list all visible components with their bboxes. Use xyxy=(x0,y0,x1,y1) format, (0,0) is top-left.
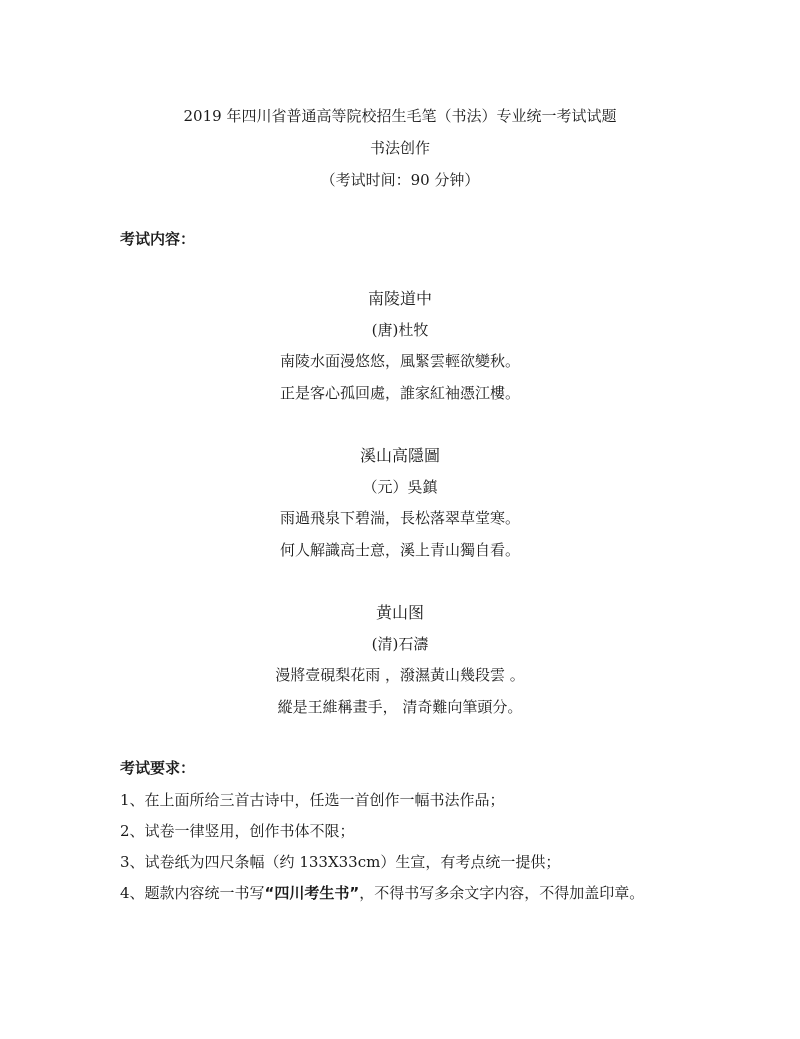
requirement-item: 3、试卷纸为四尺条幅（约 133X33cm）生宣，有考点统一提供； xyxy=(120,853,561,871)
poem-title: 黄山图 xyxy=(375,603,424,622)
poem-author: （元）吳鎮 xyxy=(362,477,438,496)
poem-line: 漫將壹硯梨花雨 ，潑濕黃山幾段雲 。 xyxy=(275,666,525,684)
poem-title: 南陵道中 xyxy=(367,289,432,308)
poem-line: 正是客心孤回處，誰家紅袖憑江樓。 xyxy=(279,383,520,402)
poem-2 xyxy=(0,440,800,566)
exam-title: 2019 年四川省普通高等院校招生毛笔（书法）专业统一考试试题 xyxy=(183,107,617,125)
requirements-section-label: 考试要求： xyxy=(120,759,196,777)
poem-line: 雨過飛泉下碧湍，長松落翠草堂寒。 xyxy=(279,509,520,527)
requirement-item: 2、试卷一律竖用，创作书体不限； xyxy=(120,822,355,840)
poem-line: 縱是王維稱畫手， 清奇難向筆頭分。 xyxy=(277,697,523,716)
poem-1 xyxy=(0,283,800,409)
poem-line: 南陵水面漫悠悠，風緊雲輕欲變秋。 xyxy=(279,352,520,370)
requirement-item-4-prefix: 4、题款内容统一书写 xyxy=(120,884,265,902)
poem-title: 溪山高隱圖 xyxy=(359,446,440,465)
requirement-item-4-suffix: ，不得书写多余文字内容，不得加盖印章。 xyxy=(359,884,645,902)
document-header xyxy=(0,100,800,196)
content-section-label: 考试内容： xyxy=(120,230,196,248)
poem-3 xyxy=(0,597,800,723)
requirement-item-4 xyxy=(120,878,680,909)
exam-duration: （考试时间：90 分钟） xyxy=(320,171,480,189)
poem-author: (唐)杜牧 xyxy=(371,320,429,339)
signature-emphasis: “四川考生书” xyxy=(264,884,360,902)
requirements-list xyxy=(120,785,680,909)
exam-subtitle: 书法创作 xyxy=(369,139,430,157)
poem-line: 何人解識高士意，溪上青山獨自看。 xyxy=(279,540,520,559)
poem-author: (清)石濤 xyxy=(371,634,429,653)
requirement-item: 1、在上面所给三首古诗中，任选一首创作一幅书法作品； xyxy=(120,791,505,809)
